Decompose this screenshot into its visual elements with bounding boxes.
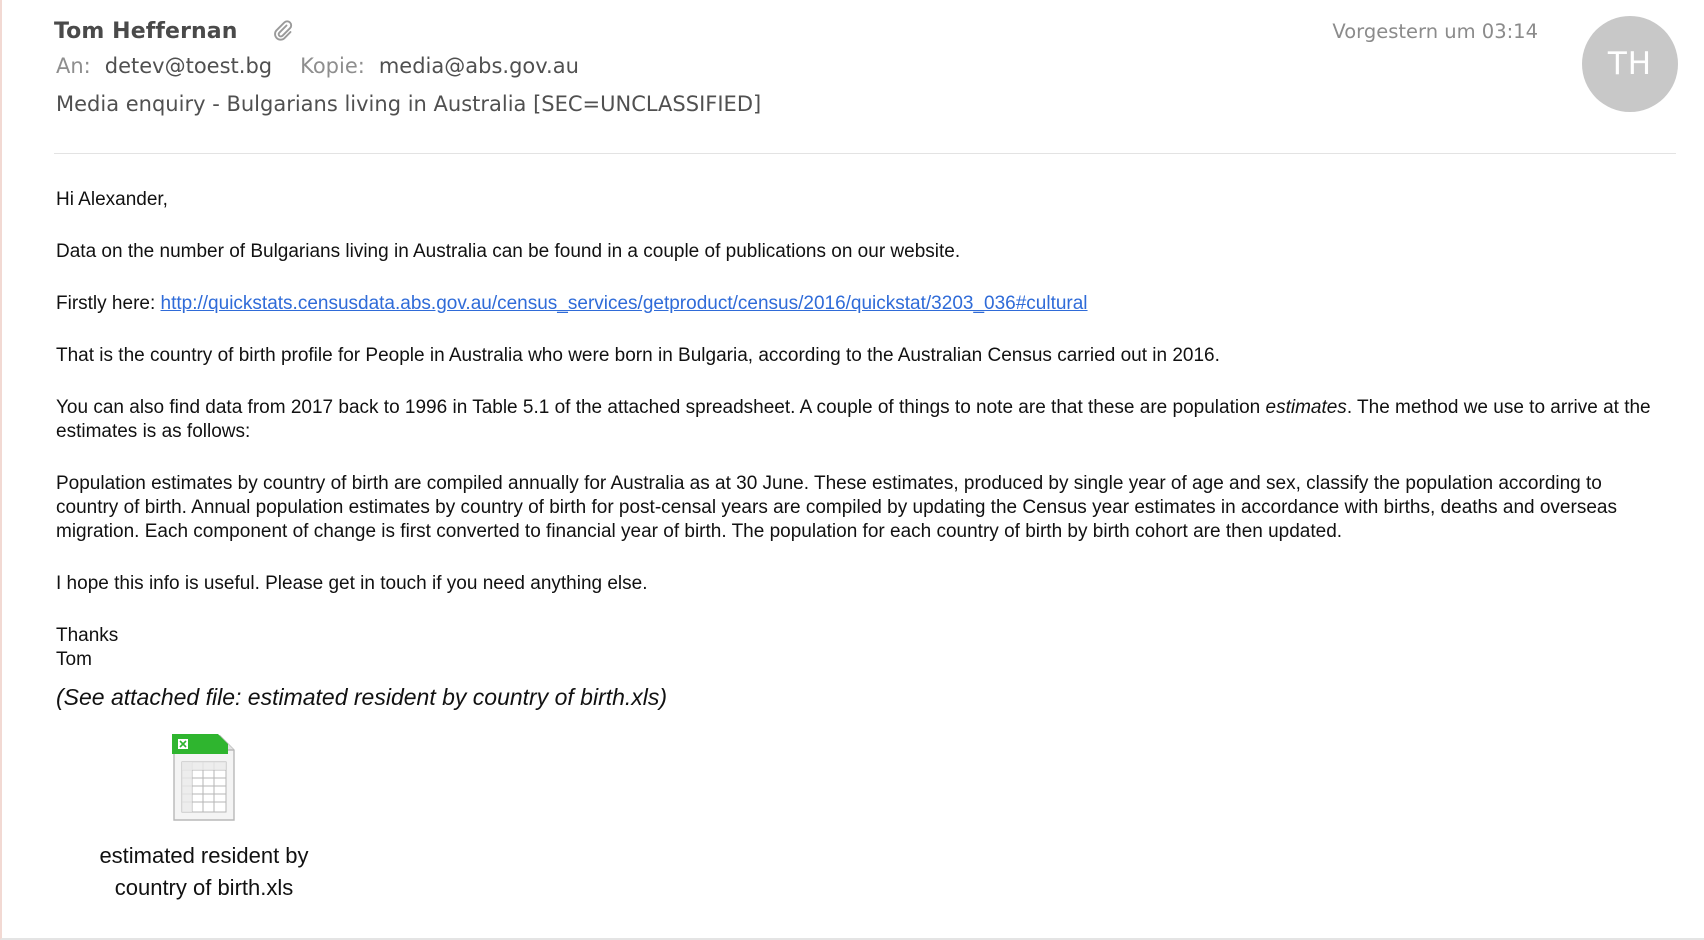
to-address[interactable]: detev@toest.bg xyxy=(104,54,273,78)
spreadsheet-file-icon[interactable] xyxy=(168,732,240,826)
para4-end: . The method we use to arrive at the estimates is as follows: xyxy=(56,397,1651,442)
body-paragraph-4 xyxy=(56,396,1656,444)
greeting: Hi Alexander, xyxy=(56,189,168,210)
attachment-note: (See attached file: estimated resident by country of birth.xls) xyxy=(56,684,668,710)
paperclip-icon xyxy=(270,18,296,44)
body-paragraph-5: Population estimates by country of birth are compiled annually for Australia as at 30 June. These estimates, produced by single year of age and sex, classify the population according to country of birth. Annual population estimates by country of birth for post-censal years are compiled by updating the Census year estimates in accordance with births, deaths and overseas migration. Each component of change is first converted to financial year of birth. The population for each country of birth by birth cohort are then updated. xyxy=(56,473,1617,542)
sender-row xyxy=(54,16,296,46)
avatar-initials: TH xyxy=(1607,46,1653,82)
signoff-thanks: Thanks xyxy=(56,625,119,646)
header-divider xyxy=(54,153,1676,154)
attachment-filename-line-2: country of birth.xls xyxy=(114,875,294,900)
avatar xyxy=(1582,16,1678,112)
attachment-filename[interactable] xyxy=(74,840,334,904)
attachment-item[interactable] xyxy=(74,732,334,904)
attachment-filename-line-1: estimated resident by xyxy=(99,843,309,868)
signoff-name: Tom xyxy=(56,649,92,670)
sender-name[interactable]: Tom Heffernan xyxy=(54,18,238,44)
message-date: Vorgestern um 03:14 xyxy=(1332,20,1538,43)
to-label: An: xyxy=(56,54,91,78)
recipients-row xyxy=(56,54,579,78)
cc-label: Kopie: xyxy=(300,54,365,78)
message-body xyxy=(56,188,1656,712)
firstly-label: Firstly here: xyxy=(56,293,161,314)
cc-address[interactable]: media@abs.gov.au xyxy=(378,54,579,78)
message-header xyxy=(54,14,1674,134)
body-paragraph-1: Data on the number of Bulgarians living in Australia can be found in a couple of publications on our website. xyxy=(56,241,961,262)
para4-start: You can also find data from 2017 back to 1996 in Table 5.1 of the attached spreadsheet. A couple of things to note are that these are population xyxy=(56,397,1266,418)
message-subject: Media enquiry - Bulgarians living in Australia [SEC=UNCLASSIFIED] xyxy=(56,92,762,116)
para4-emphasis: estimates xyxy=(1265,397,1347,418)
body-paragraph-link xyxy=(56,292,1656,316)
body-paragraph-3: That is the country of birth profile for People in Australia who were born in Bulgaria, according to the Australian Census carried out in 2016. xyxy=(56,345,1220,366)
census-quickstats-link[interactable]: http://quickstats.censusdata.abs.gov.au/census_services/getproduct/census/2016/quickstat/3203_036#cultural xyxy=(160,293,1088,314)
body-paragraph-6: I hope this info is useful. Please get in touch if you need anything else. xyxy=(56,573,648,594)
